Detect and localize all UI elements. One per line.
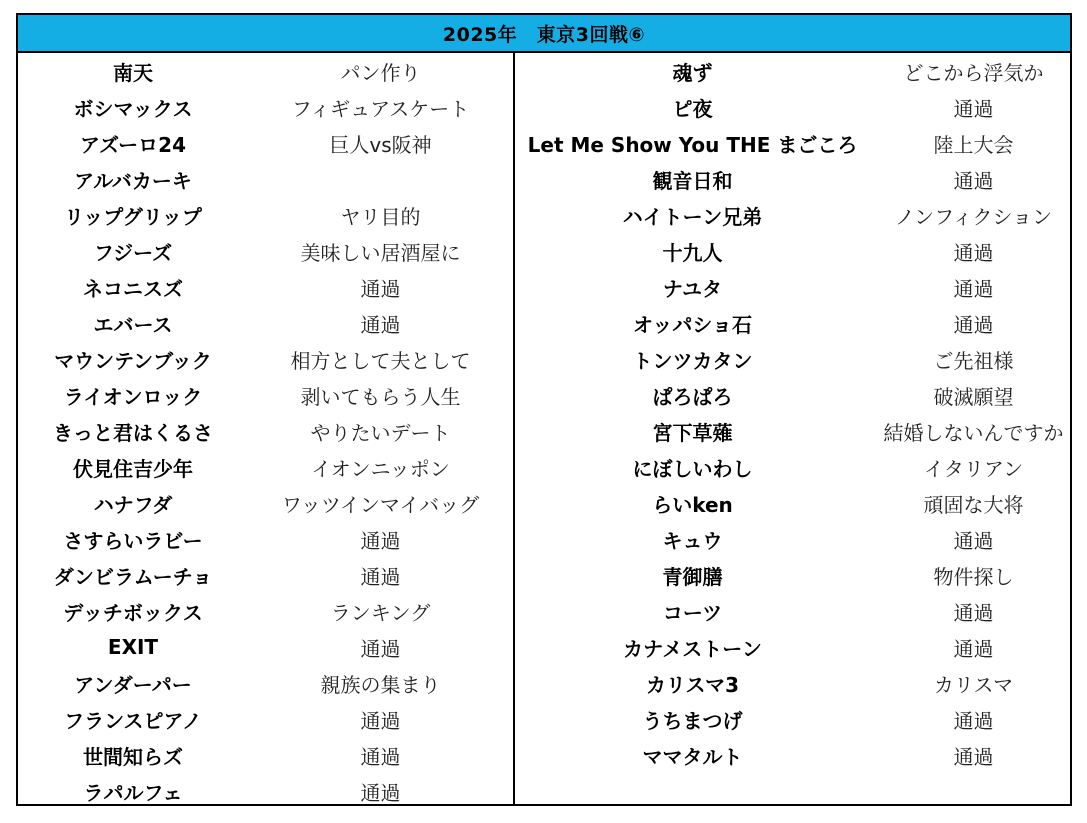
result-cell: 破滅願望 (933, 384, 1014, 409)
combo-name: さすらいラビー (63, 528, 203, 553)
result-cell: 通過 (953, 240, 994, 265)
combo-name: 観音日和 (652, 168, 733, 193)
table-row (515, 449, 1077, 485)
result-cell: 物件探し (933, 564, 1014, 589)
combo-name: ママタルト (642, 744, 743, 769)
result-cell: 剥いてもらう人生 (300, 384, 461, 409)
table-row (515, 233, 1077, 269)
result-cell: 通過 (953, 708, 994, 733)
result-cell: 陸上大会 (933, 132, 1014, 157)
combo-name: アンダーパー (74, 672, 192, 697)
combo-name: ダンビラムーチョ (53, 564, 213, 589)
right-rows (515, 53, 1077, 773)
combo-name: EXIT (107, 635, 159, 659)
results-table (16, 13, 1072, 806)
result-cell: 通過 (360, 780, 401, 805)
result-cell: 通過 (953, 96, 994, 121)
combo-name: ライオンロック (63, 384, 203, 409)
combo-name: 十九人 (662, 240, 723, 265)
table-row (18, 629, 513, 665)
combo-name: ネコニスズ (83, 276, 183, 301)
right-column (515, 53, 1077, 804)
table-row (18, 557, 513, 593)
result-cell: イタリアン (923, 456, 1024, 481)
result-cell: ランキング (330, 600, 431, 625)
combo-name: トンツカタン (632, 348, 753, 373)
result-cell: やりたいデート (310, 420, 451, 445)
combo-name: ボシマックス (73, 96, 193, 121)
result-cell: 相方として夫として (290, 348, 471, 373)
table-row (18, 197, 513, 233)
combo-name: フランスピアノ (64, 708, 202, 733)
table-row (18, 89, 513, 125)
table-row (18, 701, 513, 737)
table-row (515, 665, 1077, 701)
combo-name: うちまつげ (642, 708, 743, 733)
table-row (18, 485, 513, 521)
table-row (18, 53, 513, 89)
table-row (515, 125, 1077, 161)
left-column (18, 53, 515, 804)
result-cell: フィギュアスケート (291, 96, 470, 121)
table-row (18, 161, 513, 197)
result-cell: 通過 (953, 528, 994, 553)
result-cell: 通過 (360, 564, 401, 589)
table-row (18, 521, 513, 557)
table-row (515, 53, 1077, 89)
table-row (515, 269, 1077, 305)
combo-name: 魂ず (672, 60, 713, 85)
result-cell: 結婚しないんですか (883, 420, 1064, 445)
combo-name: ぱろぱろ (652, 384, 733, 409)
table-body (18, 53, 1070, 804)
result-cell: 頑固な大将 (923, 492, 1024, 517)
result-cell: 通過 (360, 708, 401, 733)
table-row (18, 341, 513, 377)
combo-name: オッパショ石 (633, 312, 752, 337)
combo-name: アルバカーキ (74, 168, 192, 193)
result-cell: 美味しい居酒屋に (300, 240, 461, 265)
table-row (18, 305, 513, 341)
result-cell: 巨人vs阪神 (329, 132, 432, 157)
result-cell: カリスマ (933, 672, 1014, 697)
table-row (18, 377, 513, 413)
result-cell: 通過 (953, 276, 994, 301)
combo-name: 世間知らズ (83, 744, 183, 769)
combo-name: 伏見住吉少年 (73, 456, 193, 481)
table-row (18, 269, 513, 305)
table-row (515, 629, 1077, 665)
table-row (515, 89, 1077, 125)
combo-name: キュウ (662, 528, 723, 553)
result-cell: ノンフィクション (894, 204, 1053, 229)
combo-name: デッチボックス (63, 600, 203, 625)
combo-name: きっと君はくるさ (53, 420, 213, 445)
table-row (515, 413, 1077, 449)
table-row (515, 377, 1077, 413)
left-rows (18, 53, 513, 809)
result-cell: 親族の集まり (320, 672, 441, 697)
table-row (18, 593, 513, 629)
result-cell: 通過 (953, 600, 994, 625)
table-row (18, 737, 513, 773)
result-cell: 通過 (360, 276, 401, 301)
table-row (515, 521, 1077, 557)
result-cell: 通過 (360, 636, 401, 661)
result-cell: ご先祖様 (933, 348, 1014, 373)
result-cell: どこから浮気か (903, 60, 1044, 85)
result-cell: パン作り (340, 60, 421, 85)
table-row (515, 161, 1077, 197)
combo-name: 宮下草薙 (652, 420, 733, 445)
table-row (515, 485, 1077, 521)
result-cell: ワッツインマイバッグ (281, 492, 480, 517)
table-row (515, 701, 1077, 737)
table-row (515, 305, 1077, 341)
combo-name: 南天 (113, 60, 153, 85)
table-row (515, 341, 1077, 377)
result-cell: ヤリ目的 (340, 204, 421, 229)
combo-name: ラパルフェ (83, 780, 183, 805)
combo-name: にぼしいわし (632, 456, 753, 481)
table-title: 2025年 東京3回戦⑥ (18, 15, 1070, 53)
result-cell: 通過 (953, 636, 994, 661)
combo-name: ピ夜 (672, 96, 713, 121)
combo-name: らいken (652, 492, 733, 517)
combo-name: カリスマ3 (645, 672, 740, 697)
combo-name: ハナフダ (93, 492, 173, 517)
combo-name: エバース (93, 312, 173, 337)
table-row (515, 737, 1077, 773)
combo-name: 青御膳 (662, 564, 723, 589)
combo-name: ハイトーン兄弟 (622, 204, 763, 229)
result-cell: 通過 (953, 168, 994, 193)
combo-name: Let Me Show You THE まごころ (527, 132, 858, 157)
table-row (18, 665, 513, 701)
table-row (18, 125, 513, 161)
result-cell: 通過 (953, 744, 994, 769)
combo-name: リップグリップ (64, 204, 202, 229)
result-cell: 通過 (953, 312, 994, 337)
result-cell: 通過 (360, 744, 401, 769)
combo-name: ナユタ (662, 276, 723, 301)
result-cell: 通過 (360, 528, 401, 553)
table-row (18, 449, 513, 485)
table-row (515, 557, 1077, 593)
table-row (515, 593, 1077, 629)
combo-name: マウンテンブック (54, 348, 212, 373)
table-row (18, 413, 513, 449)
result-cell: 通過 (360, 312, 401, 337)
combo-name: フジーズ (93, 240, 173, 265)
result-cell: イオンニッポン (311, 456, 450, 481)
combo-name: アズーロ24 (79, 132, 187, 157)
combo-name: コーツ (662, 600, 723, 625)
table-row (515, 197, 1077, 233)
table-row (18, 773, 513, 809)
combo-name: カナメストーン (623, 636, 762, 661)
table-row (18, 233, 513, 269)
